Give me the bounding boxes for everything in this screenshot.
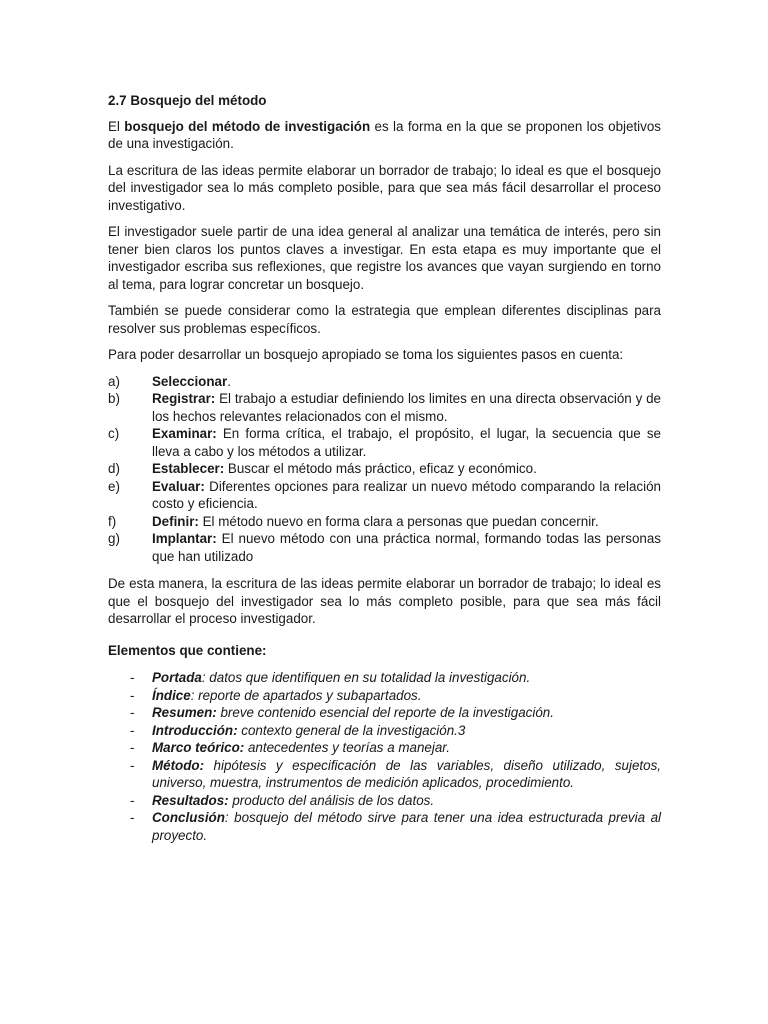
element-term: Introducción:	[152, 722, 238, 738]
element-term: Resultados:	[152, 792, 229, 808]
list-marker: d)	[108, 461, 120, 476]
paragraph-writing: La escritura de las ideas permite elaborar un borrador de trabajo; lo ideal es que el bosquejo del investigador sea lo más completo posible, para que sea más fácil desarrollar el proceso investigativo.	[108, 162, 661, 213]
step-term: Registrar:	[152, 391, 216, 406]
paragraph-text: El	[108, 118, 125, 134]
element-term: Marco teórico:	[152, 740, 245, 755]
list-marker: g)	[108, 531, 120, 546]
list-marker: -	[130, 792, 135, 808]
list-item	[108, 809, 661, 844]
paragraph-definition	[108, 118, 661, 153]
list-marker: -	[130, 705, 135, 720]
step-text: El trabajo a estudiar definiendo los limites en una directa observación y de los hechos relevantes relacionados con el mismo.	[152, 391, 661, 424]
element-text: : datos que identifiquen en su totalidad la investigación.	[201, 670, 531, 685]
step-text: En forma crítica, el trabajo, el propósito, el lugar, la secuencia que se lleva a cabo y los métodos a utilizar.	[152, 426, 661, 459]
list-marker: -	[130, 810, 135, 825]
element-text: contexto general de la investigación.3	[237, 722, 466, 738]
paragraph-conclusion: De esta manera, la escritura de las ideas permite elaborar un borrador de trabajo; lo ideal es que el bosquejo del investigador sea lo más completo posible, para que sea más fácil desarrollar el proceso investigador.	[108, 576, 661, 626]
list-marker: -	[130, 670, 135, 685]
document-body	[108, 92, 661, 844]
list-marker: -	[130, 722, 135, 738]
elements-heading: Elementos que contiene:	[108, 642, 267, 658]
element-text: breve contenido esencial del reporte de la investigación.	[216, 705, 554, 720]
list-item	[108, 739, 661, 757]
step-term: Establecer:	[152, 461, 225, 476]
list-item	[108, 425, 661, 460]
list-item	[108, 757, 661, 792]
list-item	[108, 669, 661, 687]
list-item	[108, 373, 661, 391]
list-item	[108, 722, 661, 740]
paragraph-steps-intro: Para poder desarrollar un bosquejo apropiado se toma los siguientes pasos en cuenta:	[108, 347, 624, 362]
list-item	[108, 792, 661, 810]
paragraph-text: es la forma en la que se proponen los objetivos de una investigación.	[108, 118, 661, 151]
element-text: : reporte de apartados y subapartados.	[190, 687, 422, 703]
list-marker: -	[130, 740, 135, 755]
element-text: producto del análisis de los datos.	[228, 792, 435, 808]
element-term: Conclusión	[152, 810, 225, 825]
list-item	[108, 478, 661, 513]
step-text: El método nuevo en forma clara a personas que puedan concernir.	[198, 513, 599, 529]
step-term: Definir:	[152, 513, 199, 529]
list-item	[108, 460, 661, 478]
element-term: Portada	[152, 670, 202, 685]
step-text: .	[227, 373, 231, 389]
step-term: Evaluar:	[152, 478, 205, 494]
list-marker: -	[130, 757, 135, 773]
paragraph-investigator: El investigador suele partir de una idea general al analizar una temática de interés, pero sin tener bien claros los puntos claves a investigar. En esta etapa es muy importante que el investigador escriba sus reflexiones, que registre los avances que vayan surgiendo en torno al tema, para lograr concretar un bosquejo.	[108, 224, 661, 292]
step-text: Buscar el método más práctico, eficaz y económico.	[224, 461, 537, 476]
section-heading: 2.7 Bosquejo del método	[108, 93, 267, 108]
list-marker: a)	[108, 373, 120, 389]
element-text: hipótesis y especificación de las variables, diseño utilizado, sujetos, universo, muestra, instrumentos de medición aplicados, procedimiento.	[152, 757, 661, 790]
steps-list	[108, 373, 661, 566]
list-marker: e)	[108, 478, 120, 494]
list-marker: f)	[108, 513, 117, 529]
elements-list	[108, 669, 661, 844]
list-item	[108, 513, 661, 531]
step-text: Diferentes opciones para realizar un nuevo método comparando la relación costo y eficiencia.	[152, 478, 661, 511]
element-term: Método:	[152, 757, 205, 773]
step-term: Seleccionar	[152, 373, 228, 389]
list-item	[108, 687, 661, 705]
list-item	[108, 704, 661, 722]
list-item	[108, 530, 661, 565]
element-text: : bosquejo del método sirve para tener una idea estructurada previa al proyecto.	[152, 810, 661, 843]
step-text: El nuevo método con una práctica normal, formando todas las personas que han utilizado	[152, 531, 661, 564]
bold-term: bosquejo del método de investigación	[124, 118, 371, 134]
list-marker: -	[130, 687, 135, 703]
element-term: Índice	[152, 687, 191, 703]
list-marker: b)	[108, 391, 120, 406]
element-text: antecedentes y teorías a manejar.	[244, 740, 450, 755]
step-term: Implantar:	[152, 531, 217, 546]
list-marker: c)	[108, 426, 120, 441]
paragraph-strategy: También se puede considerar como la estrategia que emplean diferentes disciplinas para resolver sus problemas específicos.	[108, 303, 661, 336]
step-term: Examinar:	[152, 426, 217, 441]
element-term: Resumen:	[152, 705, 217, 720]
list-item	[108, 390, 661, 425]
